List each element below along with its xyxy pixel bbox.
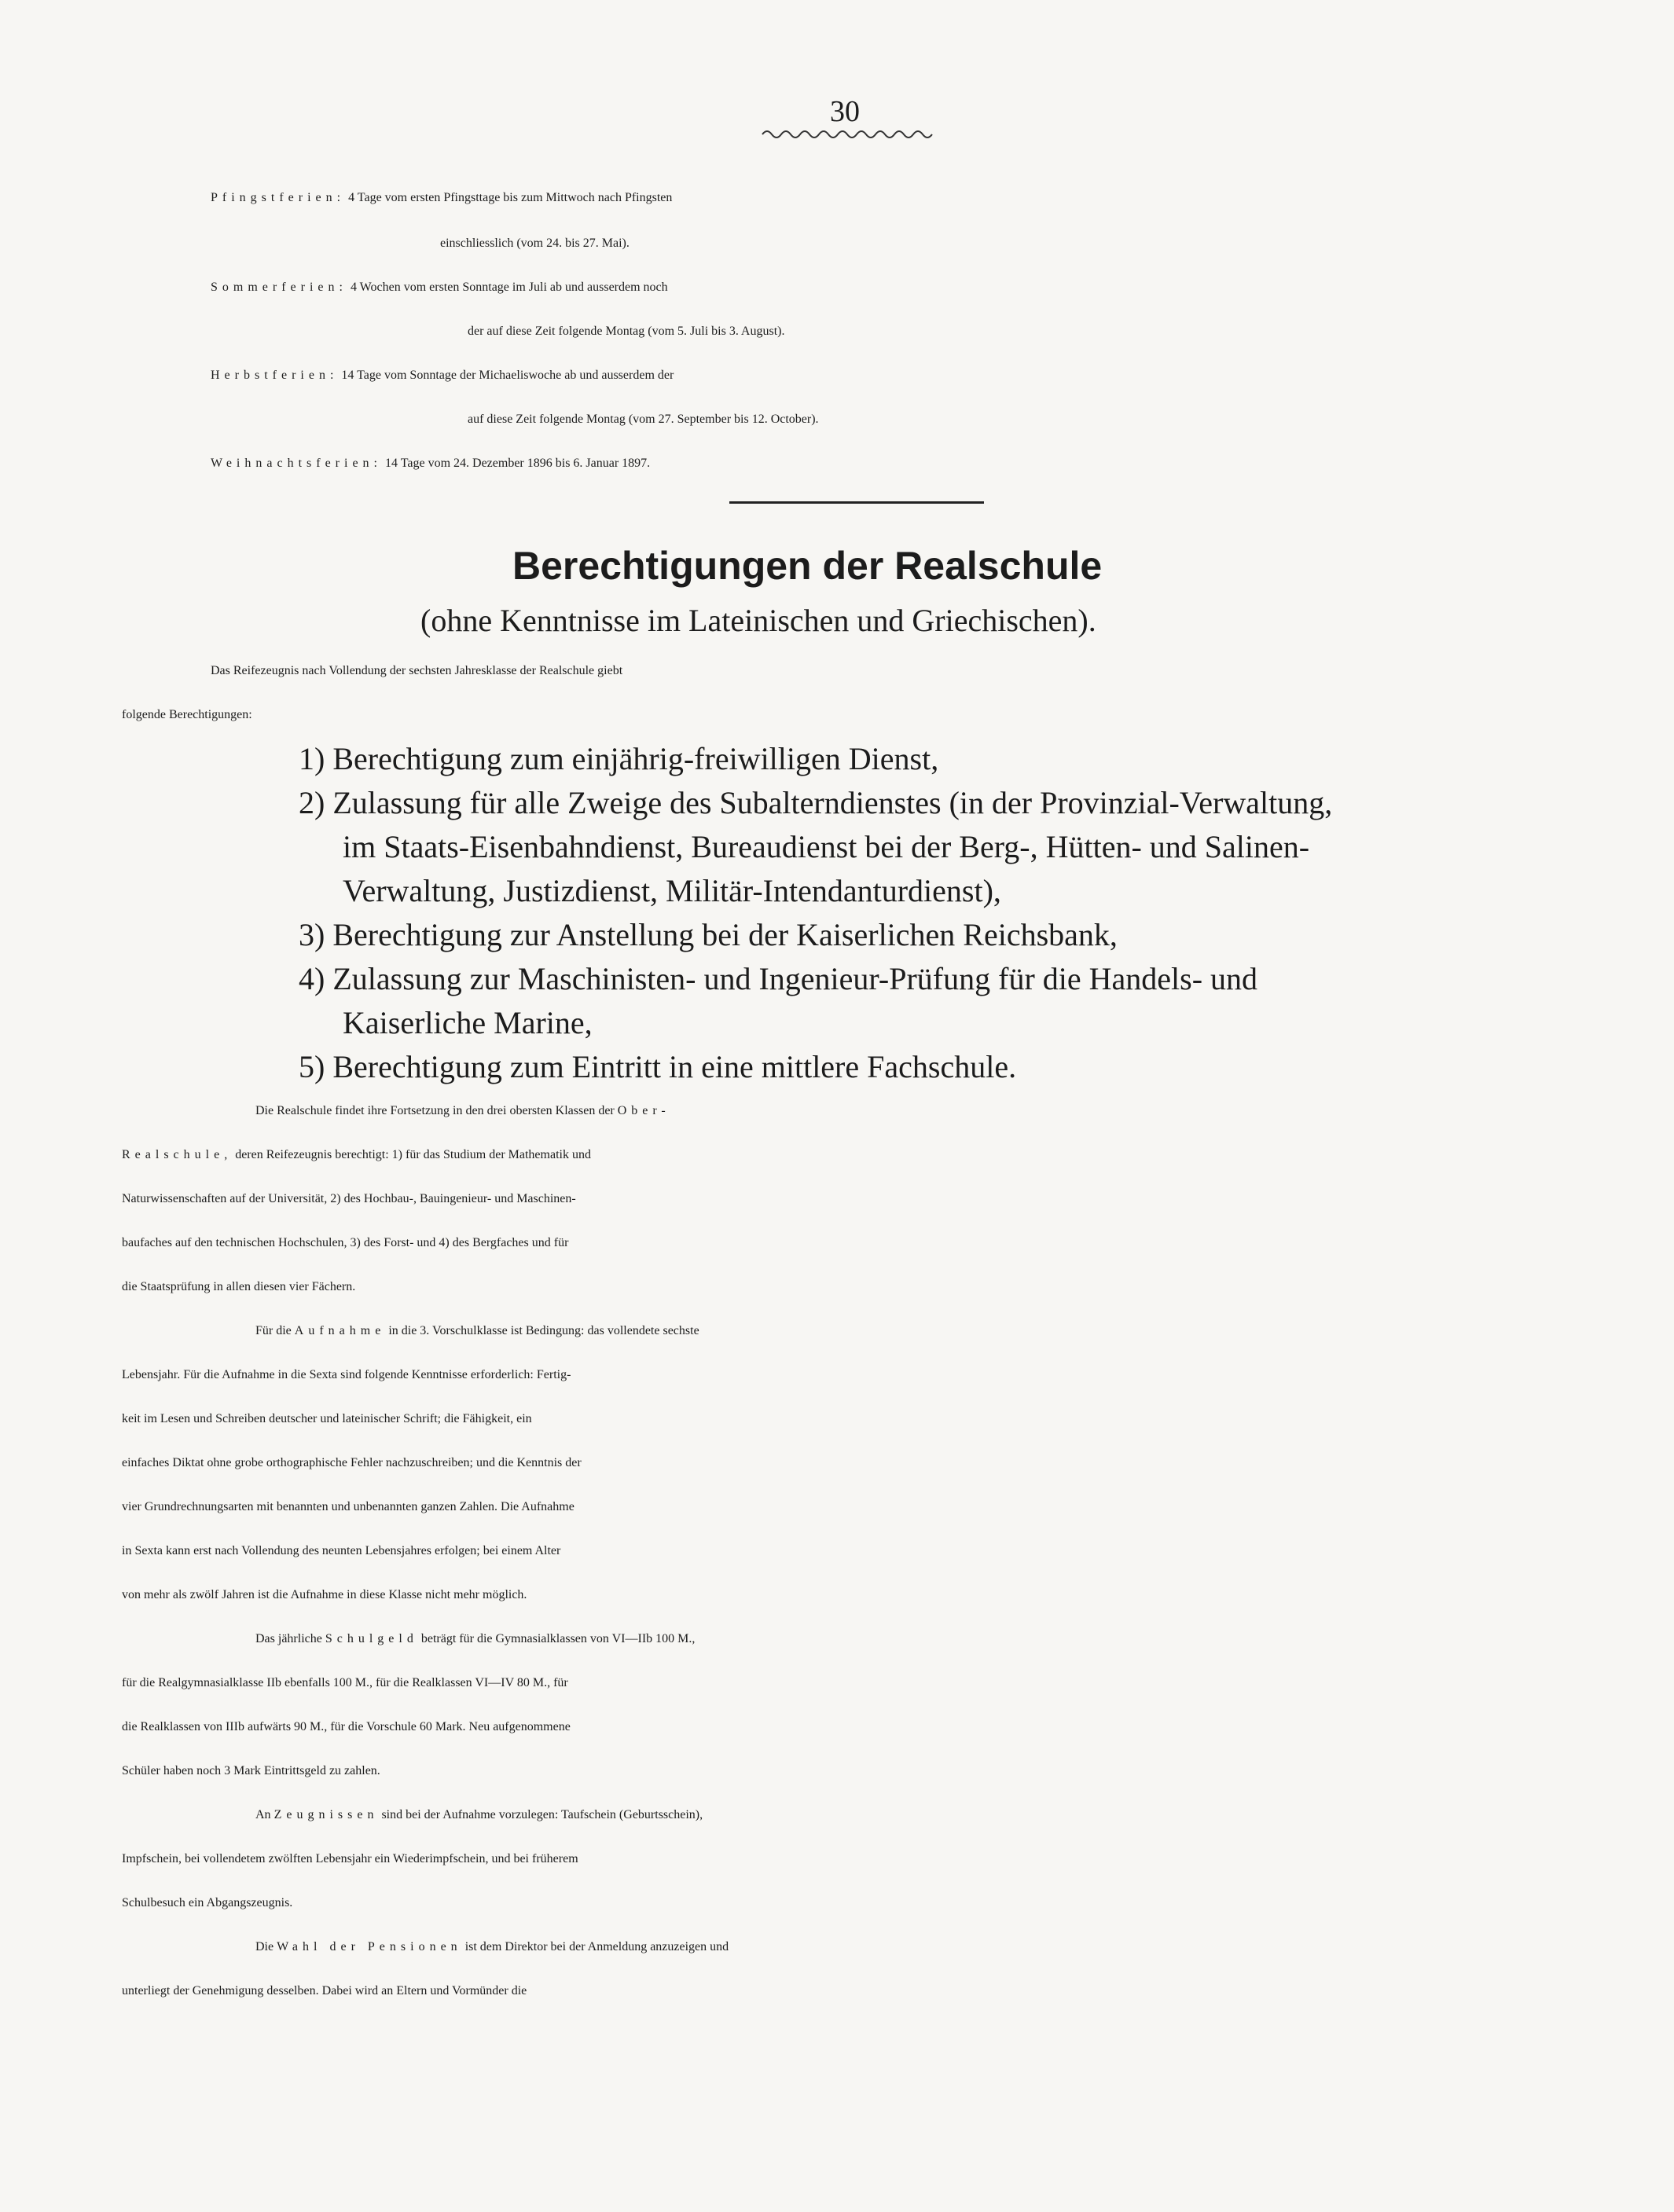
spaced-term: Schulgeld bbox=[325, 1632, 418, 1645]
paragraph-aufnahme-line4: einfaches Diktat ohne grobe orthographische Fehler nachzuschreiben; und die Kenntnis der bbox=[122, 1456, 582, 1469]
list-item bbox=[299, 957, 1257, 1001]
paragraph-oberrealschule-line2 bbox=[122, 1133, 591, 1177]
paragraph-text: in die 3. Vorschulklasse ist Bedingung: das vollendete sechste bbox=[388, 1324, 699, 1337]
paragraph-text: beträgt für die Gymnasialklassen von VI—IIb 100 M., bbox=[420, 1632, 696, 1645]
section-subheading: (ohne Kenntnisse im Lateinischen und Griechischen). bbox=[420, 603, 1096, 638]
list-item-text: Berechtigung zum einjährig-freiwilligen Dienst, bbox=[332, 741, 939, 776]
spaced-term: Ober- bbox=[617, 1104, 670, 1117]
vacation-herbst-line2: auf diese Zeit folgende Montag (vom 27. September bis 12. October). bbox=[468, 413, 819, 426]
paragraph-aufnahme-line1 bbox=[255, 1309, 699, 1353]
vacation-pfingsten-line2: einschliesslich (vom 24. bis 27. Mai). bbox=[440, 237, 630, 250]
paragraph-aufnahme-line6: in Sexta kann erst nach Vollendung des neunten Lebensjahres erfolgen; bei einem Alter bbox=[122, 1544, 561, 1557]
vacation-herbst-line1 bbox=[211, 354, 674, 398]
vacation-term: Weihnachtsferien: bbox=[211, 457, 382, 470]
list-item bbox=[299, 1045, 1016, 1089]
paragraph-pensionen-line2: unterliegt der Genehmigung desselben. Dabei wird an Eltern und Vormünder die bbox=[122, 1984, 527, 1997]
paragraph-zeugnisse-line2: Impfschein, bei vollendetem zwölften Lebensjahr ein Wiederimpfschein, und bei früherem bbox=[122, 1852, 578, 1865]
paragraph-oberrealschule-line4: baufaches auf den technischen Hochschulen, 3) des Forst- und 4) des Bergfaches und für bbox=[122, 1236, 569, 1249]
vacation-sommer-line1 bbox=[211, 266, 668, 310]
list-item bbox=[299, 737, 938, 781]
vacation-weihnachten-line1 bbox=[211, 442, 650, 486]
paragraph-text: Für die bbox=[255, 1324, 292, 1337]
paragraph-oberrealschule-line1 bbox=[255, 1089, 670, 1133]
paragraph-schulgeld-line1 bbox=[255, 1617, 695, 1661]
paragraph-text: Das jährliche bbox=[255, 1632, 322, 1645]
paragraph-schulgeld-line2: für die Realgymnasialklasse IIb ebenfalls 100 M., für die Realklassen VI—IV 80 M., für bbox=[122, 1676, 568, 1689]
list-item-number: 1) bbox=[299, 741, 325, 776]
vacation-text: 4 Tage vom ersten Pfingsttage bis zum Mittwoch nach Pfingsten bbox=[348, 191, 673, 204]
vacation-text: 4 Wochen vom ersten Sonntage im Juli ab und ausserdem noch bbox=[350, 281, 668, 294]
list-item-number: 5) bbox=[299, 1049, 325, 1084]
vacation-term: Pfingstferien: bbox=[211, 191, 346, 204]
list-item-continuation: im Staats-Eisenbahndienst, Bureaudienst bei der Berg-, Hütten- und Salinen- bbox=[343, 829, 1310, 864]
paragraph-pensionen-line1 bbox=[255, 1925, 729, 1969]
paragraph-oberrealschule-line5: die Staatsprüfung in allen diesen vier Fächern. bbox=[122, 1280, 356, 1293]
list-item-text: Berechtigung zur Anstellung bei der Kaiserlichen Reichsbank, bbox=[332, 917, 1118, 952]
vacation-text: 14 Tage vom Sonntage der Michaeliswoche ab und ausserdem der bbox=[341, 369, 674, 382]
list-item-number: 3) bbox=[299, 917, 325, 952]
vacation-pfingsten-line1 bbox=[211, 176, 1574, 220]
list-item-number: 4) bbox=[299, 961, 325, 996]
paragraph-aufnahme-line7: von mehr als zwölf Jahren ist die Aufnahme in diese Klasse nicht mehr möglich. bbox=[122, 1588, 527, 1601]
vacation-text: 14 Tage vom 24. Dezember 1896 bis 6. Januar 1897. bbox=[385, 457, 651, 470]
list-item-text: Berechtigung zum Eintritt in eine mittlere Fachschule. bbox=[332, 1049, 1017, 1084]
intro-line1: Das Reifezeugnis nach Vollendung der sechsten Jahresklasse der Realschule giebt bbox=[211, 664, 623, 677]
paragraph-text: An bbox=[255, 1808, 271, 1821]
paragraph-zeugnisse-line3: Schulbesuch ein Abgangszeugnis. bbox=[122, 1896, 293, 1909]
intro-line2: folgende Berechtigungen: bbox=[122, 708, 252, 721]
section-divider bbox=[729, 501, 984, 504]
paragraph-aufnahme-line2: Lebensjahr. Für die Aufnahme in die Sexta sind folgende Kenntnisse erforderlich: Fertig- bbox=[122, 1368, 571, 1381]
vacation-sommer-line2: der auf diese Zeit folgende Montag (vom 5. Juli bis 3. August). bbox=[468, 325, 785, 338]
list-item-number: 2) bbox=[299, 785, 325, 820]
paragraph-text: Die Realschule findet ihre Fortsetzung in den drei obersten Klassen der bbox=[255, 1104, 615, 1117]
list-item bbox=[299, 781, 1332, 825]
paragraph-text: deren Reifezeugnis berechtigt: 1) für das Studium der Mathematik und bbox=[235, 1148, 591, 1161]
page-number-ornament bbox=[761, 129, 935, 140]
paragraph-schulgeld-line3: die Realklassen von IIIb aufwärts 90 M., für die Vorschule 60 Mark. Neu aufgenommene bbox=[122, 1720, 571, 1733]
list-item-continuation: Kaiserliche Marine, bbox=[343, 1005, 593, 1040]
paragraph-zeugnisse-line1 bbox=[255, 1793, 703, 1837]
paragraph-aufnahme-line3: keit im Lesen und Schreiben deutscher und lateinischer Schrift; die Fähigkeit, ein bbox=[122, 1412, 532, 1425]
spaced-term: Zeugnissen bbox=[273, 1808, 379, 1821]
paragraph-text: Die bbox=[255, 1940, 274, 1953]
vacation-term: Sommerferien: bbox=[211, 281, 347, 294]
page-number: 30 bbox=[830, 95, 860, 128]
section-heading: Berechtigungen der Realschule bbox=[512, 544, 1103, 588]
spaced-term: Realschule, bbox=[122, 1148, 233, 1161]
list-item-continuation: Verwaltung, Justizdienst, Militär-Intendanturdienst), bbox=[343, 873, 1001, 908]
spaced-term: Wahl der Pensionen bbox=[277, 1940, 462, 1953]
spaced-term: Aufnahme bbox=[294, 1324, 386, 1337]
paragraph-text: ist dem Direktor bei der Anmeldung anzuzeigen und bbox=[464, 1940, 729, 1953]
paragraph-text: sind bei der Aufnahme vorzulegen: Taufschein (Geburtsschein), bbox=[381, 1808, 703, 1821]
paragraph-aufnahme-line5: vier Grundrechnungsarten mit benannten und unbenannten ganzen Zahlen. Die Aufnahme bbox=[122, 1500, 575, 1513]
list-item bbox=[299, 913, 1118, 957]
list-item-text: Zulassung zur Maschinisten- und Ingenieur-Prüfung für die Handels- und bbox=[332, 961, 1258, 996]
paragraph-oberrealschule-line3: Naturwissenschaften auf der Universität, 2) des Hochbau-, Bauingenieur- und Maschinen- bbox=[122, 1192, 576, 1205]
list-item-text: Zulassung für alle Zweige des Subalterndienstes (in der Provinzial-Verwaltung, bbox=[332, 785, 1333, 820]
vacation-term: Herbstferien: bbox=[211, 369, 339, 382]
paragraph-schulgeld-line4: Schüler haben noch 3 Mark Eintrittsgeld zu zahlen. bbox=[122, 1764, 380, 1777]
